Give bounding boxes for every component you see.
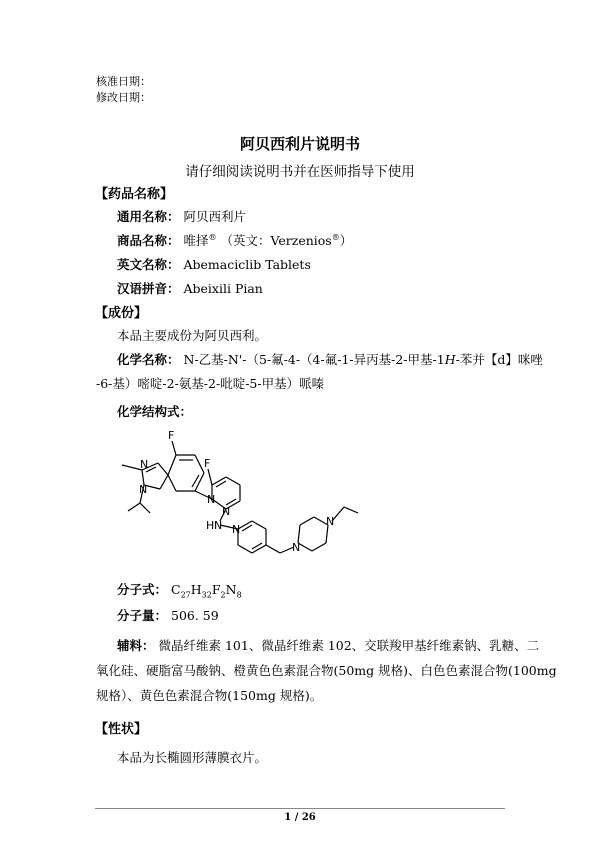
- excipients-line3: 规格）、黄色色素混合物(150mg 规格)。: [96, 688, 323, 703]
- molecular-weight-row: [117, 606, 219, 624]
- structure-atom-n1: N: [140, 458, 149, 471]
- chemical-name-line2: -6-基）嘧啶-2-氨基-2-吡啶-5-甲基）哌嗪: [96, 376, 325, 391]
- formula-f-count: 2: [220, 590, 226, 600]
- registered-mark: ®: [331, 232, 340, 242]
- structure-atom-n7: N: [326, 515, 335, 528]
- molecular-formula-label: 分子式：: [117, 582, 168, 597]
- structure-atom-f2: F: [204, 457, 211, 470]
- structure-label: 化学结构式：: [117, 404, 193, 419]
- formula-c: C: [171, 582, 181, 597]
- pinyin-row: [117, 279, 263, 297]
- english-name-value: Abemaciclib Tablets: [183, 257, 311, 272]
- document-title: 阿贝西利片说明书: [239, 135, 360, 153]
- approval-date-label: 核准日期：: [96, 75, 151, 88]
- pinyin-label: 汉语拼音：: [117, 281, 180, 296]
- chemical-name-line1: [117, 350, 543, 368]
- chemical-name-part2: -苯并【d】咪唑: [455, 352, 543, 367]
- structure-atom-n6: N: [292, 541, 301, 554]
- english-name-label: 英文名称：: [117, 257, 180, 272]
- main-ingredient-text: 本品主要成份为阿贝西利。: [117, 328, 268, 343]
- document-subtitle: 请仔细阅读说明书并在医师指导下使用: [185, 164, 415, 180]
- chemical-name-italic: H: [444, 352, 456, 367]
- structure-atom-n4: N: [222, 505, 231, 518]
- registered-mark: ®: [208, 232, 217, 242]
- footer-divider: [95, 808, 505, 809]
- formula-c-count: 27: [180, 590, 191, 600]
- pinyin-value: Abeixili Pian: [183, 281, 263, 296]
- formula-h: H: [190, 582, 202, 597]
- structure-atom-n2: N: [139, 483, 148, 496]
- section-heading-drug-name: 【药品名称】: [95, 187, 174, 202]
- formula-f: F: [211, 582, 221, 597]
- molecular-weight-value: 506. 59: [171, 608, 219, 623]
- formula-n-count: 8: [236, 590, 242, 600]
- structure-atom-n3: N: [207, 493, 216, 506]
- trade-name-english: （英文：Verzenios: [220, 233, 332, 248]
- generic-name-value: 阿贝西利片: [183, 209, 247, 224]
- chemical-structure-diagram: [100, 425, 380, 575]
- structure-atom-h: H: [206, 519, 215, 532]
- generic-name-row: [117, 207, 246, 225]
- section-heading-properties: 【性状】: [95, 722, 148, 737]
- trade-name-close: ）: [339, 233, 353, 248]
- generic-name-label: 通用名称：: [117, 209, 180, 224]
- formula-h-count: 32: [201, 590, 212, 600]
- revision-date-label: 修改日期：: [96, 91, 151, 104]
- formula-n: N: [225, 582, 237, 597]
- structure-atom-n5: N: [232, 523, 241, 536]
- trade-name-value: 唯择: [183, 233, 209, 248]
- molecular-weight-label: 分子量：: [117, 608, 168, 623]
- excipients-line2: 氧化硅、硬脂富马酸钠、橙黄色色素混合物(50mg 规格)、白色色素混合物(100mg: [96, 663, 557, 678]
- trade-name-label: 商品名称：: [117, 233, 180, 248]
- excipients-text-1: 微晶纤维素 101、微晶纤维素 102、交联羧甲基纤维素钠、乳糖、二: [158, 638, 540, 653]
- page-number: 1 / 26: [284, 812, 316, 823]
- trade-name-row: [117, 231, 352, 249]
- excipients-label: 辅料：: [117, 638, 155, 653]
- section-heading-composition: 【成份】: [95, 306, 148, 321]
- properties-text: 本品为长椭圆形薄膜衣片。: [117, 750, 268, 765]
- english-name-row: [117, 255, 311, 273]
- structure-atom-nh: N: [214, 519, 223, 532]
- excipients-line1: [117, 636, 539, 654]
- molecular-formula-row: [117, 580, 242, 600]
- structure-atom-f1: F: [168, 429, 175, 442]
- chemical-name-part1: N-乙基-N'-（5-氟-4-（4-氟-1-异丙基-2-甲基-1: [183, 352, 445, 367]
- chemical-name-label: 化学名称：: [117, 352, 180, 367]
